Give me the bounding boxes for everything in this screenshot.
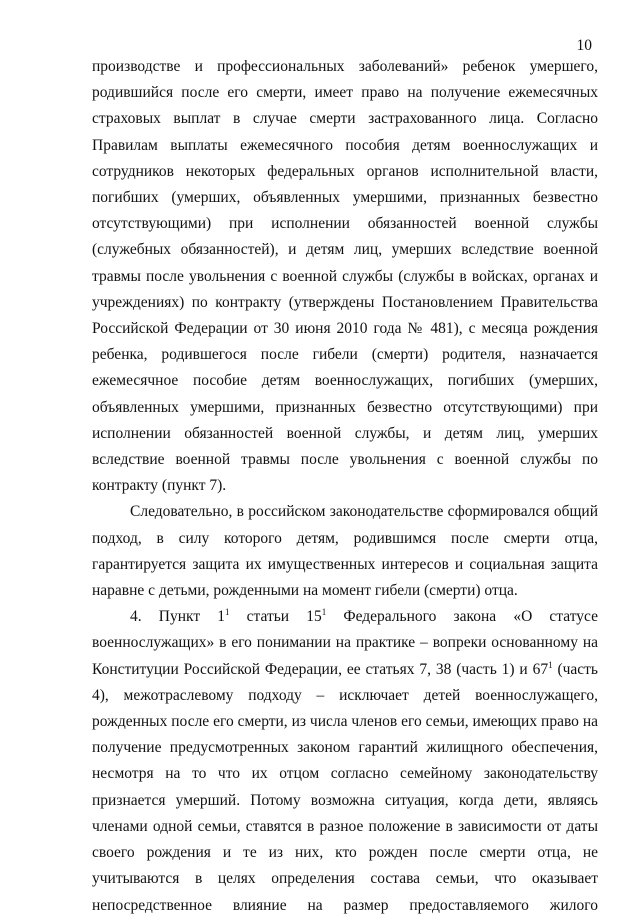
page-number: 10 xyxy=(576,37,592,54)
superscript-3: 1 xyxy=(548,659,553,670)
paragraph-military-status-law xyxy=(92,604,598,918)
paragraph-general-approach: Следовательно, в российском законодательстве сформировался общий подход, в силу которого детям, родившимся после смерти отца, гарантируется защита их имущественных интересов и социальная защита наравне с детьми, рожденными на момент гибели (смерти) отца. xyxy=(92,503,598,600)
superscript-2: 1 xyxy=(321,607,327,618)
paragraph-3-part-a: 4. Пункт 1 xyxy=(130,608,225,626)
paragraph-3-part-c: Федерального закона «О статусе военнослужащих» в его понимании на практике – вопреки основанному на Конституции Российской Федерации, ее статьях 7, 38 (часть 1) и 67 xyxy=(92,608,598,678)
superscript-1: 1 xyxy=(224,607,230,618)
paragraph-3-part-b: статьи 15 xyxy=(229,608,322,626)
paragraph-3-part-d: (часть 4), межотраслевому подходу – исключает детей военнослужащего, рожденных после его смерти, из числа членов его семьи, имеющих право на получение предусмотренных законом гарантий жилищного обеспечения, несмотря на то что их отцом согласно семейному законодательству признается умерший. Потому возможна ситуация, когда дети, являясь членами одной семьи, ставятся в разное положение в зависимости от даты своего рождения и те из них, кто рожден после смерти отца, не учитываются в целях определения состава семьи, что оказывает непосредственное влияние на размер предоставляемого жилого xyxy=(92,660,599,914)
document-body xyxy=(92,54,598,919)
paragraph-payments-to-children: производстве и профессиональных заболеваний» ребенок умершего, родившийся после его смерти, имеет право на получение ежемесячных страховых выплат в случае смерти застрахованного лица. Согласно Правилам выплаты ежемесячного пособия детям военнослужащих и сотрудников некоторых федеральных органов исполнительной власти, погибших (умерших, объявленных умершими, признанных безвестно отсутствующими) при исполнении обязанностей военной службы (служебных обязанностей), и детям лиц, умерших вследствие военной травмы после увольнения с военной службы (службы в войсках, органах и учреждениях) по контракту (утверждены Постановлением Правительства Российской Федерации от 30 июня 2010 года № 481), с месяца рождения ребенка, родившегося после гибели (смерти) родителя, назначается ежемесячное пособие детям военнослужащих, погибших (умерших, объявленных умершими, признанных безвестно отсутствующими) при исполнении обязанностей военной службы, и детям лиц, умерших вследствие военной травмы после увольнения с военной службы по контракту (пункт 7). xyxy=(92,58,598,495)
